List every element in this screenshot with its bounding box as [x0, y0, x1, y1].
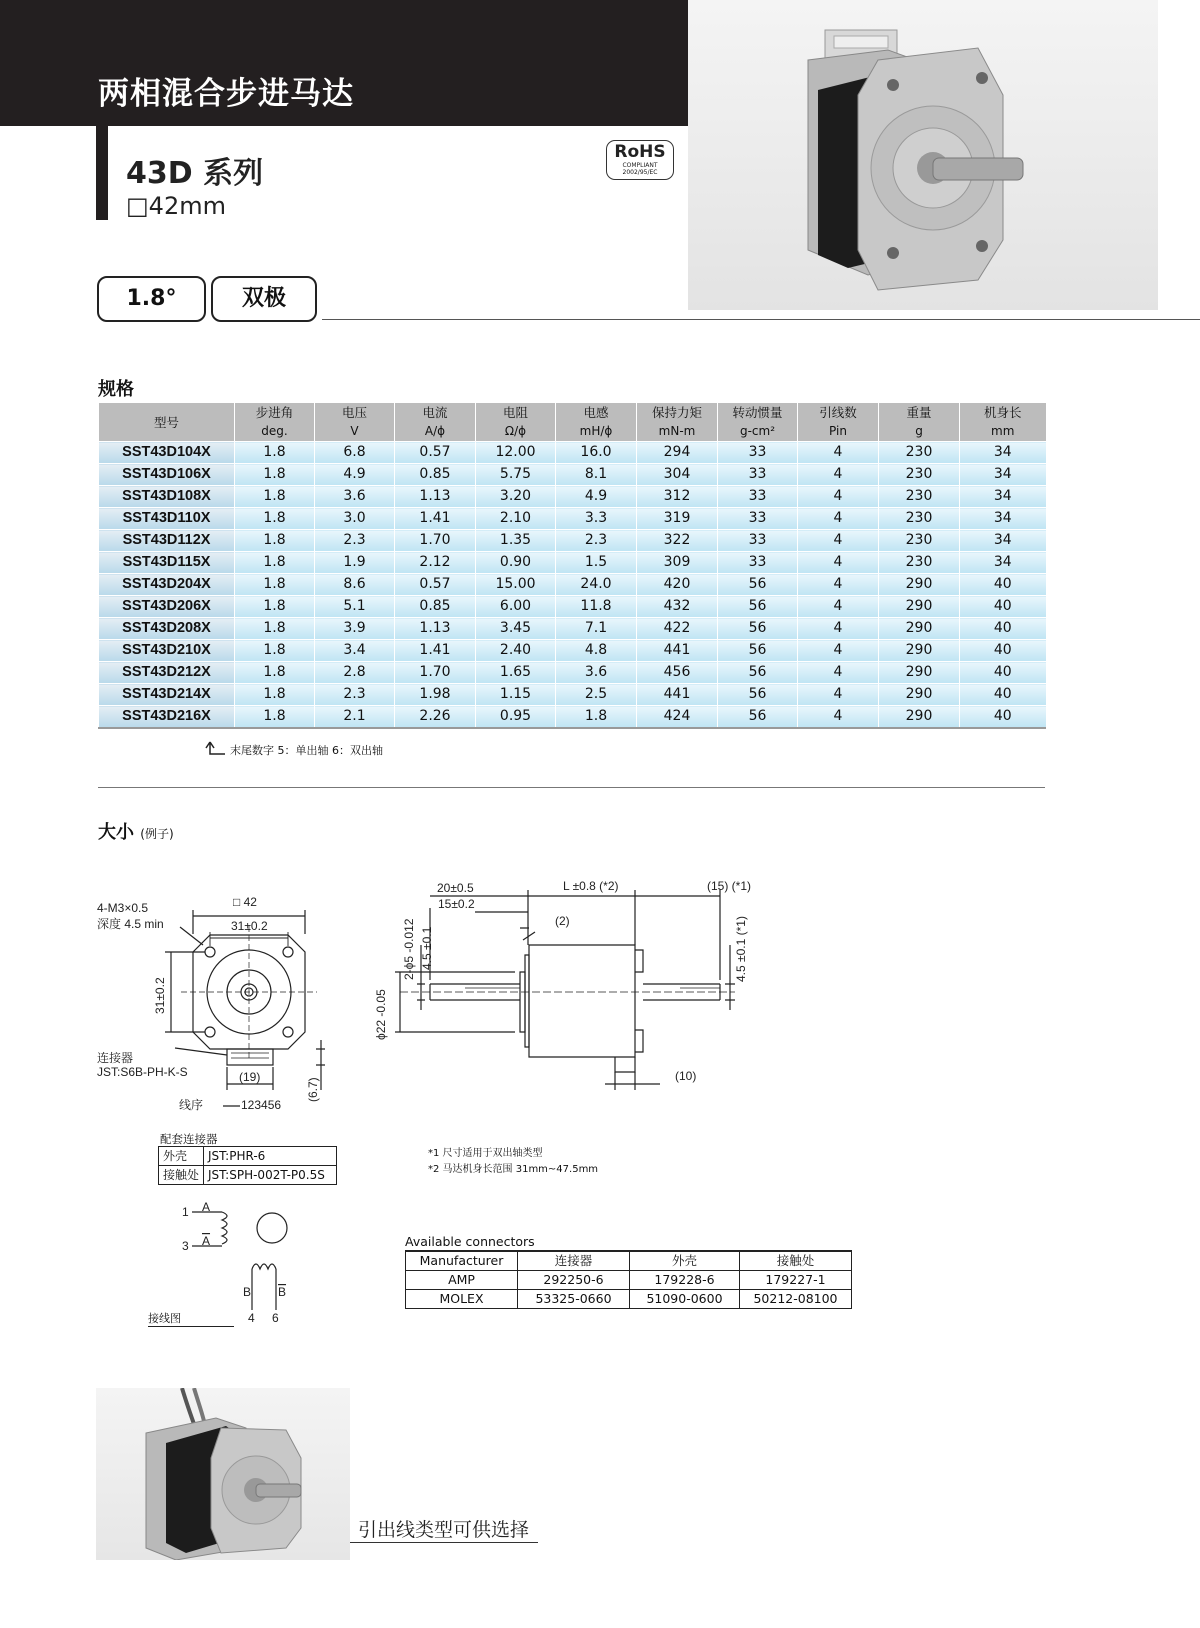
mate-row: [159, 1166, 337, 1185]
spec-cell: 56: [718, 706, 798, 729]
spec-cell: 290: [879, 706, 960, 729]
spec-model-cell: SST43D106X: [99, 464, 235, 486]
spec-cell: 4: [798, 596, 879, 618]
series-size: □42mm: [126, 192, 226, 220]
spec-cell: 3.9: [315, 618, 395, 640]
spec-cell: 230: [879, 552, 960, 574]
available-row: [406, 1271, 852, 1290]
spec-cell: 1.15: [476, 684, 556, 706]
spec-cell: 4.9: [556, 486, 637, 508]
spec-cell: 40: [960, 684, 1046, 706]
wiring-pin1: 1: [182, 1205, 189, 1219]
spec-cell: 1.8: [235, 508, 315, 530]
spec-cell: 56: [718, 640, 798, 662]
spec-cell: 3.6: [315, 486, 395, 508]
spec-cell: 1.8: [235, 574, 315, 596]
available-header-cell: 接触处: [740, 1251, 852, 1271]
spec-cell: 56: [718, 574, 798, 596]
spec-row: [99, 662, 1046, 684]
spec-header-units: [99, 422, 1046, 442]
spec-cell: 2.1: [315, 706, 395, 729]
spec-cell: 230: [879, 508, 960, 530]
spec-col-unit: mN-m: [637, 422, 718, 442]
spec-model-cell: SST43D115X: [99, 552, 235, 574]
dim-boss-dia: ϕ22 -0.05: [374, 989, 388, 1040]
spec-cell: 4: [798, 640, 879, 662]
spec-heading: 规格: [98, 379, 134, 400]
spec-col-name: 转动惯量: [718, 403, 798, 422]
footnote-2: *2 马达机身长范围 31mm~47.5mm: [428, 1164, 599, 1175]
spec-col-unit: g-cm²: [718, 422, 798, 442]
spec-cell: 1.9: [315, 552, 395, 574]
spec-row: [99, 640, 1046, 662]
polarity-badge: 双极: [211, 276, 317, 322]
spec-cell: 34: [960, 508, 1046, 530]
spec-cell: 1.13: [395, 486, 476, 508]
spec-cell: 2.3: [315, 530, 395, 552]
spec-cell: 56: [718, 618, 798, 640]
spec-cell: 230: [879, 530, 960, 552]
mate-connector-title: 配套连接器: [160, 1132, 218, 1146]
series-title: 43D 系列: [126, 156, 264, 191]
spec-cell: 40: [960, 618, 1046, 640]
spec-model-cell: SST43D204X: [99, 574, 235, 596]
spec-cell: 1.8: [556, 706, 637, 729]
spec-model-cell: SST43D112X: [99, 530, 235, 552]
spec-cell: 1.8: [235, 596, 315, 618]
spec-cell: 1.8: [235, 552, 315, 574]
wiring-diagram: [180, 1200, 320, 1325]
spec-cell: 34: [960, 530, 1046, 552]
spec-cell: 312: [637, 486, 718, 508]
mate-connector-body: [159, 1147, 337, 1185]
dim-rear-flat: 4.5 ±0.1 (*1): [734, 916, 748, 982]
spec-col-unit: V: [315, 422, 395, 442]
available-connectors-title: Available connectors: [405, 1234, 535, 1249]
badge-divider: [322, 319, 1200, 320]
spec-cell: 12.00: [476, 442, 556, 464]
available-row: [406, 1290, 852, 1309]
dim-connector: 连接器: [97, 1051, 134, 1065]
spec-cell: 1.98: [395, 684, 476, 706]
spec-cell: 7.1: [556, 618, 637, 640]
section-divider: [98, 787, 1045, 788]
spec-cell: 3.45: [476, 618, 556, 640]
spec-cell: 290: [879, 640, 960, 662]
available-connectors-table: [405, 1250, 852, 1309]
spec-cell: 11.8: [556, 596, 637, 618]
spec-cell: 4: [798, 552, 879, 574]
lead-type-caption: 引出线类型可供选择: [358, 1519, 530, 1541]
wiring-a-bar: A: [202, 1234, 211, 1248]
dim-shaft-len: 20±0.5: [437, 881, 474, 895]
dim-shaft-dia: 2-ϕ5 -0.012: [402, 918, 416, 980]
spec-cell: 441: [637, 684, 718, 706]
spec-cell: 15.00: [476, 574, 556, 596]
spec-cell: 1.5: [556, 552, 637, 574]
spec-cell: 2.12: [395, 552, 476, 574]
available-cell: 179228-6: [630, 1271, 740, 1290]
dim-wire-numbers: 123456: [241, 1098, 282, 1112]
spec-cell: 1.35: [476, 530, 556, 552]
spec-cell: 0.95: [476, 706, 556, 729]
spec-cell: 420: [637, 574, 718, 596]
spec-col-unit: g: [879, 422, 960, 442]
wiring-pin4: 4: [248, 1311, 255, 1325]
spec-model-cell: SST43D206X: [99, 596, 235, 618]
lead-type-photo: [96, 1388, 350, 1560]
spec-table: [98, 403, 1046, 729]
spec-cell: 1.8: [235, 662, 315, 684]
spec-col-unit: mH/ϕ: [556, 422, 637, 442]
spec-model-cell: SST43D208X: [99, 618, 235, 640]
spec-cell: 16.0: [556, 442, 637, 464]
motor-photo: [688, 0, 1158, 310]
dim-vertical-pitch: 31±0.2: [153, 977, 167, 1014]
dim-gap: (2): [555, 914, 570, 928]
spec-cell: 2.3: [315, 684, 395, 706]
spec-cell: 40: [960, 640, 1046, 662]
spec-cell: 40: [960, 596, 1046, 618]
spec-row: [99, 706, 1046, 729]
spec-cell: 56: [718, 684, 798, 706]
mate-row: [159, 1147, 337, 1166]
spec-cell: 456: [637, 662, 718, 684]
spec-row: [99, 442, 1046, 464]
spec-header-names: [99, 403, 1046, 422]
spec-col-name: 保持力矩: [637, 403, 718, 422]
spec-cell: 4.8: [556, 640, 637, 662]
spec-row: [99, 596, 1046, 618]
spec-col-name: 重量: [879, 403, 960, 422]
spec-cell: 4: [798, 706, 879, 729]
spec-cell: 1.8: [235, 684, 315, 706]
spec-cell: 1.41: [395, 640, 476, 662]
step-angle-badge: 1.8°: [97, 276, 206, 322]
dim-depth: 深度 4.5 min: [97, 917, 164, 931]
dim-square: □ 42: [233, 895, 257, 909]
available-header-cell: Manufacturer: [406, 1251, 518, 1271]
footnote-1: *1 尺寸适用于双出轴类型: [428, 1148, 543, 1159]
spec-model-cell: SST43D104X: [99, 442, 235, 464]
spec-cell: 4: [798, 574, 879, 596]
spec-body: [99, 442, 1046, 729]
spec-model-cell: SST43D108X: [99, 486, 235, 508]
spec-cell: 424: [637, 706, 718, 729]
rohs-logo-sub2: 2002/95/EC: [622, 169, 658, 176]
spec-note: 末尾数字 5：单出轴 6：双出轴: [230, 744, 383, 757]
spec-cell: 0.57: [395, 442, 476, 464]
dim-conn-width: (19): [239, 1070, 261, 1084]
spec-cell: 33: [718, 530, 798, 552]
spec-cell: 304: [637, 464, 718, 486]
spec-cell: 0.90: [476, 552, 556, 574]
available-cell: 292250-6: [518, 1271, 630, 1290]
spec-cell: 230: [879, 486, 960, 508]
available-cell: 51090-0600: [630, 1290, 740, 1309]
spec-cell: 2.5: [556, 684, 637, 706]
spec-cell: 8.1: [556, 464, 637, 486]
spec-cell: 3.0: [315, 508, 395, 530]
dim-rear-len: (10): [675, 1069, 697, 1083]
available-header-cell: 外壳: [630, 1251, 740, 1271]
wiring-pin6: 6: [272, 1311, 279, 1325]
spec-col-name: 引线数: [798, 403, 879, 422]
spec-cell: 34: [960, 464, 1046, 486]
spec-cell: 2.10: [476, 508, 556, 530]
dim-rear-shaft: (15) (*1): [707, 879, 752, 893]
spec-cell: 33: [718, 508, 798, 530]
dim-hole-pitch: 31±0.2: [231, 919, 268, 933]
dim-wire-order: 线序: [179, 1098, 204, 1112]
spec-row: [99, 508, 1046, 530]
spec-cell: 3.6: [556, 662, 637, 684]
spec-cell: 230: [879, 464, 960, 486]
spec-cell: 33: [718, 464, 798, 486]
wiring-pin3: 3: [182, 1239, 189, 1253]
dimension-drawing: [95, 850, 775, 1130]
series-accent-bar: [96, 126, 108, 220]
spec-cell: 290: [879, 618, 960, 640]
spec-cell: 4: [798, 486, 879, 508]
spec-model-cell: SST43D110X: [99, 508, 235, 530]
spec-cell: 4: [798, 464, 879, 486]
available-header-row: [406, 1251, 852, 1271]
spec-cell: 0.85: [395, 464, 476, 486]
spec-model-cell: SST43D216X: [99, 706, 235, 729]
dim-flat-len: 15±0.2: [438, 897, 475, 911]
mate-connector-table: [158, 1146, 337, 1185]
wiring-a: A: [202, 1200, 211, 1214]
spec-cell: 33: [718, 442, 798, 464]
rohs-logo-text: RoHS: [614, 142, 666, 162]
spec-cell: 4: [798, 618, 879, 640]
spec-cell: 294: [637, 442, 718, 464]
spec-cell: 1.41: [395, 508, 476, 530]
spec-cell: 4.9: [315, 464, 395, 486]
spec-cell: 290: [879, 662, 960, 684]
spec-cell: 24.0: [556, 574, 637, 596]
spec-cell: 422: [637, 618, 718, 640]
spec-row: [99, 530, 1046, 552]
spec-cell: 290: [879, 574, 960, 596]
spec-cell: 34: [960, 486, 1046, 508]
spec-cell: 309: [637, 552, 718, 574]
mate-cell: JST:SPH-002T-P0.5S: [204, 1166, 337, 1185]
available-header-cell: 连接器: [518, 1251, 630, 1271]
spec-cell: 4: [798, 684, 879, 706]
spec-cell: 1.13: [395, 618, 476, 640]
rohs-logo-sub1: COMPLIANT: [622, 162, 658, 169]
available-cell: 50212-08100: [740, 1290, 852, 1309]
spec-cell: 4: [798, 530, 879, 552]
spec-cell: 3.3: [556, 508, 637, 530]
spec-cell: 319: [637, 508, 718, 530]
spec-cell: 3.20: [476, 486, 556, 508]
spec-col-name: 电流: [395, 403, 476, 422]
spec-cell: 4: [798, 508, 879, 530]
spec-col-unit: mm: [960, 422, 1046, 442]
spec-row: [99, 464, 1046, 486]
spec-cell: 33: [718, 486, 798, 508]
spec-col-name: 电压: [315, 403, 395, 422]
spec-cell: 1.70: [395, 530, 476, 552]
spec-model-cell: SST43D212X: [99, 662, 235, 684]
spec-cell: 1.8: [235, 706, 315, 729]
spec-cell: 3.4: [315, 640, 395, 662]
spec-cell: 4: [798, 662, 879, 684]
spec-col-name: 电感: [556, 403, 637, 422]
spec-cell: 290: [879, 684, 960, 706]
spec-cell: 1.70: [395, 662, 476, 684]
spec-cell: 2.26: [395, 706, 476, 729]
spec-cell: 4: [798, 442, 879, 464]
spec-col-name: 步进角: [235, 403, 315, 422]
spec-cell: 5.1: [315, 596, 395, 618]
spec-cell: 1.8: [235, 640, 315, 662]
spec-cell: 1.8: [235, 486, 315, 508]
spec-cell: 432: [637, 596, 718, 618]
spec-cell: 2.3: [556, 530, 637, 552]
wiring-label: 接线图: [148, 1310, 234, 1327]
page-title: 两相混合步进马达: [98, 76, 354, 112]
spec-cell: 290: [879, 596, 960, 618]
dim-conn-height: (6.7): [306, 1077, 320, 1102]
spec-cell: 2.40: [476, 640, 556, 662]
available-cell: 53325-0660: [518, 1290, 630, 1309]
spec-cell: 230: [879, 442, 960, 464]
dim-tap: 4-M3×0.5: [97, 901, 149, 915]
dim-flat-depth: 4.5 ±0.1: [420, 926, 434, 970]
mate-cell: 接触处: [159, 1166, 204, 1185]
spec-cell: 441: [637, 640, 718, 662]
spec-cell: 6.8: [315, 442, 395, 464]
wiring-b: B: [243, 1285, 252, 1299]
spec-cell: 1.8: [235, 530, 315, 552]
spec-col-unit: Ω/ϕ: [476, 422, 556, 442]
rohs-logo: [606, 140, 674, 180]
available-cell: AMP: [406, 1271, 518, 1290]
available-cell: MOLEX: [406, 1290, 518, 1309]
spec-row: [99, 486, 1046, 508]
spec-cell: 40: [960, 662, 1046, 684]
spec-col-unit: A/ϕ: [395, 422, 476, 442]
available-connectors-body: [406, 1251, 852, 1309]
spec-model-cell: SST43D214X: [99, 684, 235, 706]
spec-cell: 40: [960, 574, 1046, 596]
spec-cell: 322: [637, 530, 718, 552]
spec-row: [99, 574, 1046, 596]
spec-cell: 0.85: [395, 596, 476, 618]
spec-cell: 1.8: [235, 442, 315, 464]
spec-cell: 34: [960, 552, 1046, 574]
spec-col-model: 型号: [99, 403, 235, 442]
spec-cell: 34: [960, 442, 1046, 464]
mate-cell: JST:PHR-6: [204, 1147, 337, 1166]
dimension-heading-text: 大小: [98, 822, 134, 843]
dimension-heading-sub: (例子): [140, 827, 174, 841]
spec-row: [99, 618, 1046, 640]
wiring-b-bar: B: [278, 1285, 287, 1299]
dim-body-len: L ±0.8 (*2): [563, 879, 619, 893]
available-cell: 179227-1: [740, 1271, 852, 1290]
spec-cell: 5.75: [476, 464, 556, 486]
spec-col-unit: Pin: [798, 422, 879, 442]
spec-cell: 40: [960, 706, 1046, 729]
spec-col-name: 电阻: [476, 403, 556, 422]
lead-caption-underline: [350, 1542, 538, 1543]
spec-col-name: 机身长: [960, 403, 1046, 422]
dimension-heading: [98, 818, 174, 844]
spec-cell: 1.65: [476, 662, 556, 684]
spec-row: [99, 684, 1046, 706]
spec-cell: 0.57: [395, 574, 476, 596]
spec-cell: 33: [718, 552, 798, 574]
spec-cell: 56: [718, 662, 798, 684]
dimension-footnotes: [428, 1146, 598, 1178]
dim-connector-model: JST:S6B-PH-K-S: [97, 1065, 188, 1079]
note-arrow-icon: [205, 740, 229, 758]
spec-model-cell: SST43D210X: [99, 640, 235, 662]
spec-cell: 56: [718, 596, 798, 618]
spec-cell: 2.8: [315, 662, 395, 684]
spec-cell: 6.00: [476, 596, 556, 618]
mate-cell: 外壳: [159, 1147, 204, 1166]
spec-cell: 1.8: [235, 464, 315, 486]
spec-col-unit: deg.: [235, 422, 315, 442]
spec-row: [99, 552, 1046, 574]
spec-cell: 8.6: [315, 574, 395, 596]
spec-cell: 1.8: [235, 618, 315, 640]
